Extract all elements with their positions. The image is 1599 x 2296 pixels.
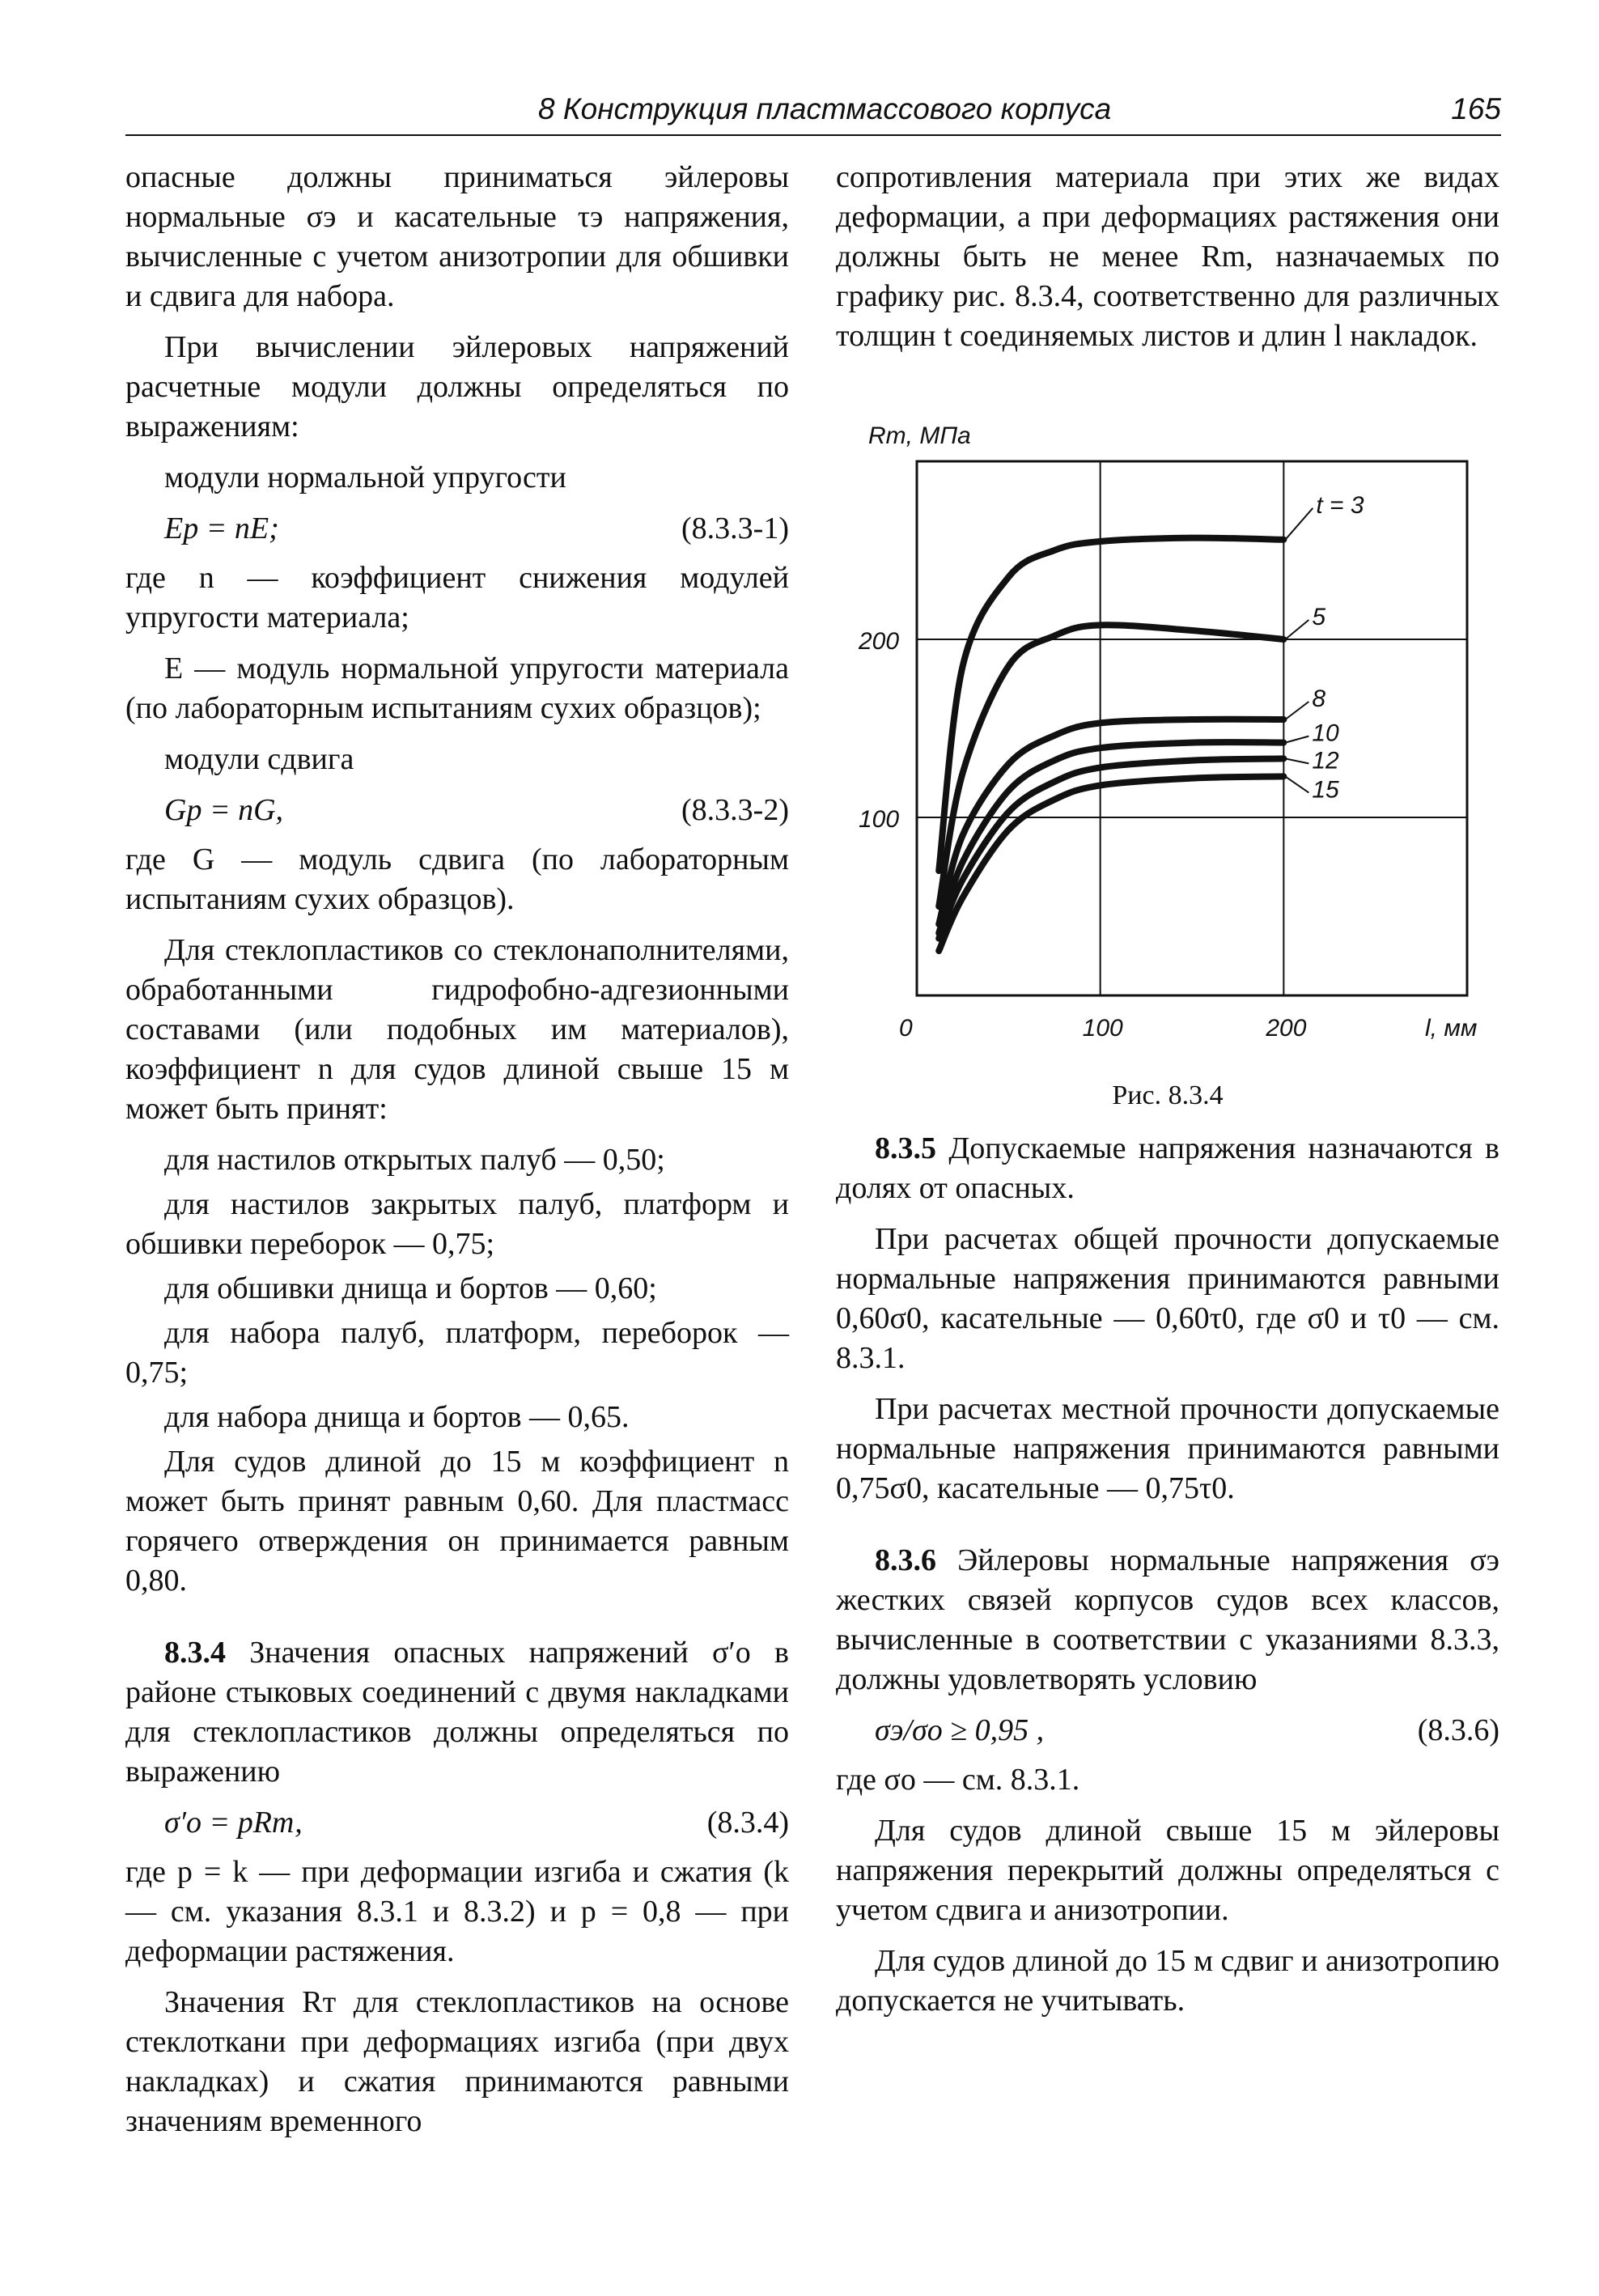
paragraph: модули сдвига [164,742,354,776]
leader-line [1285,508,1313,540]
formula-8-3-3-1 [125,509,789,549]
page-number: 165 [1451,92,1501,125]
x-axis-label: l, мм [1425,1015,1478,1042]
chart [836,417,1499,1064]
formula-text: σэ/σo ≥ 0,95 , [875,1713,1045,1747]
y-axis-label: Rm, МПа [868,422,971,449]
paragraph: Для стеклопластиков со стеклонаполнителями, обработанными гидрофобно-адгезионными составами (или подобных им материалов), коэффициент n для судов длиной свыше 15 м может быть принят: [125,933,789,1126]
section-8-3-4 [125,1633,789,1792]
formula-8-3-4 [125,1803,789,1843]
leader-line [1285,620,1308,639]
series-label: 8 [1312,685,1326,712]
left-column [125,158,789,2153]
paragraph: Для судов длиной свыше 15 м эйлеровы напряжения перекрытий должны определяться с учетом сдвига и анизотропии. [836,1814,1499,1927]
leader-line [1285,776,1308,792]
paragraph: При расчетах общей прочности допускаемые нормальные напряжения принимаются равными 0,60σ0, касательные — 0,60τ0, где σ0 и τ0 — см. 8.3.1. [836,1222,1499,1375]
leader-line [1285,702,1308,719]
list-item: для настилов закрытых палуб, платформ и обшивки переборок — 0,75; [125,1187,789,1261]
series-line [939,776,1283,951]
formula-8-3-3-2 [125,791,789,830]
paragraph: Для судов длиной до 15 м коэффициент n может быть принят равным 0,60. Для пластмасс горячего отверждения он принимается равным 0,80. [125,1445,789,1598]
formula-text: Eр = nE; [164,511,279,545]
paragraph: модули нормальной упругости [164,460,566,494]
formula-number: (8.3.4) [706,1806,789,1840]
y-tick-label: 200 [859,628,900,655]
section-gap [125,1612,789,1633]
paragraph: где p = k — при деформации изгиба и сжатия (k — см. указания 8.3.1 и 8.3.2) и p = 0,8 — при деформации растяжения. [125,1855,789,1968]
figure-8-3-4 [836,417,1499,1129]
chart-grid [917,461,1467,995]
section-number: 8.3.5 [875,1131,936,1165]
series-label: 15 [1312,776,1339,804]
series-label: t = 3 [1316,491,1364,519]
series-label: 10 [1312,719,1339,747]
running-header [125,87,1501,136]
right-column-continued [836,1129,1499,2032]
series-label: 5 [1312,604,1326,630]
formula-text: Gр = nG, [164,793,284,827]
section-8-3-5 [836,1129,1499,1208]
formula-text: σ′o = pRт, [164,1806,303,1840]
leader-line [1285,736,1308,743]
section-number: 8.3.4 [164,1636,226,1670]
paragraph: При вычислении эйлеровых напряжений расчетные модули должны определяться по выражениям: [125,330,789,443]
chapter-title: 8 Конструкция пластмассового корпуса [538,92,1112,125]
leader-line [1285,758,1308,763]
x-tick-label: 100 [1082,1015,1123,1042]
header-rule [125,134,1501,136]
list-item: для настилов открытых палуб — 0,50; [164,1143,665,1177]
plot-frame [917,461,1467,995]
series-label: 12 [1312,747,1339,775]
section-text: Допускаемые напряжения назначаются в долях от опасных. [836,1131,1499,1205]
x-tick-label: 200 [1266,1015,1307,1042]
paragraph: где σo — см. 8.3.1. [836,1763,1080,1797]
section-8-3-6 [836,1541,1499,1700]
y-tick-label: 100 [859,806,900,833]
section-text: Эйлеровы нормальные напряжения σэ жестких связей корпусов судов всех классов, вычисленные в соответствии с указаниями 8.3.3, должны удовлетворять условию [836,1543,1499,1696]
paragraph: Значения Rт для стеклопластиков на основе стеклоткани при деформациях изгиба (при двух накладках) и сжатия принимаются равными значениям временного [125,1985,789,2138]
formula-number: (8.3.6) [1417,1713,1499,1747]
x-tick-label: 0 [899,1015,913,1042]
list-item: для набора палуб, платформ, переборок — 0,75; [125,1316,789,1390]
figure-caption: Рис. 8.3.4 [1112,1080,1224,1110]
list-item: для обшивки днища и бортов — 0,60; [164,1271,657,1305]
formula-number: (8.3.3-2) [681,793,789,827]
paragraph: При расчетах местной прочности допускаемые нормальные напряжения принимаются равными 0,75σ0, касательные — 0,75τ0. [836,1392,1499,1505]
list-item: для набора днища и бортов — 0,65. [164,1400,630,1434]
paragraph: опасные должны приниматься эйлеровы нормальные σэ и касательные τэ напряжения, вычисленные с учетом анизотропии для обшивки и сдвига для набора. [125,160,789,313]
paragraph: где G — модуль сдвига (по лабораторным испытаниям сухих образцов). [125,842,789,916]
section-number: 8.3.6 [875,1543,936,1577]
chart-series [939,508,1313,951]
right-column [836,158,1499,367]
paragraph: сопротивления материала при этих же видах деформации, а при деформациях растяжения они должны быть не менее Rm, назначаемых по графику рис. 8.3.4, соответственно для различных толщин t соединяемых листов и длин l накладок. [836,160,1499,353]
formula-number: (8.3.3-1) [681,511,789,545]
paragraph: E — модуль нормальной упругости материала (по лабораторным испытаниям сухих образцов); [125,651,789,725]
section-text: Значения опасных напряжений σ′o в районе стыковых соединений с двумя накладками для стеклопластиков должны определяться по выражению [125,1636,789,1789]
paragraph: Для судов длиной до 15 м сдвиг и анизотропию допускается не учитывать. [836,1944,1499,2018]
formula-8-3-6 [836,1711,1499,1751]
paragraph: где n — коэффициент снижения модулей упругости материала; [125,561,789,634]
section-gap [836,1520,1499,1541]
